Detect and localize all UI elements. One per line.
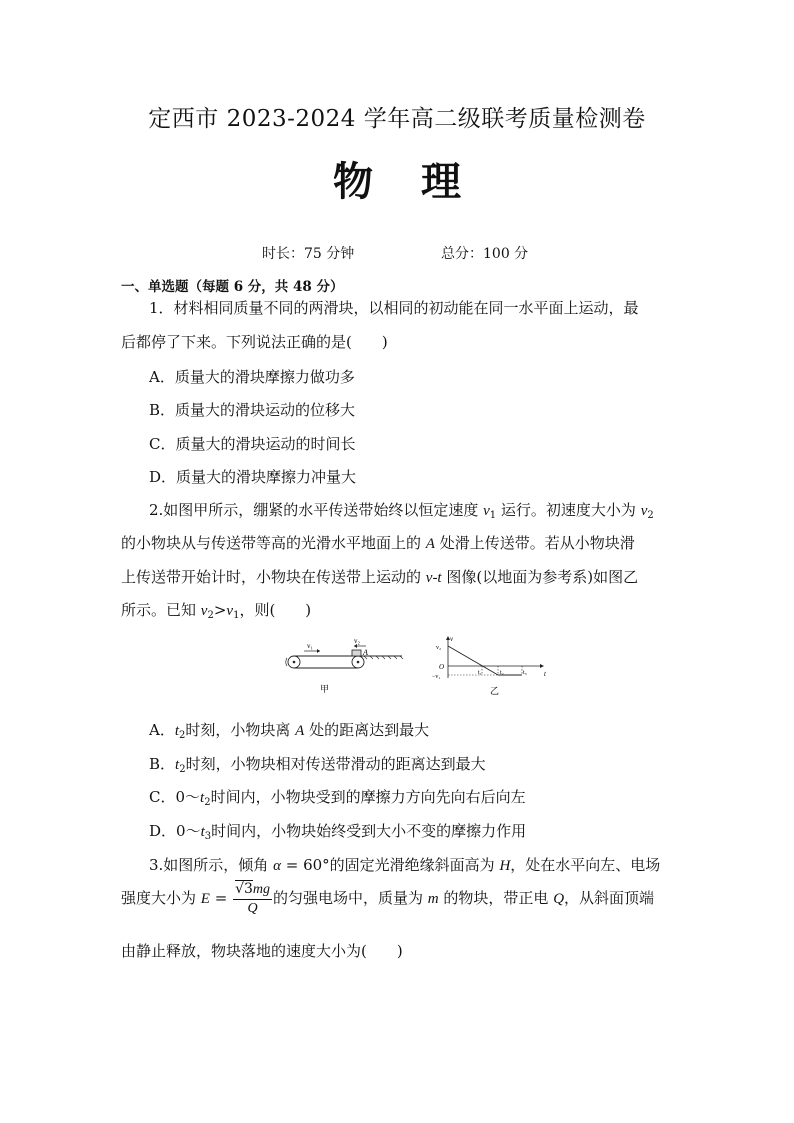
q2-stem-line3: 上传送带开始计时，小物块在传送带上运动的 v-t 图像(以地面为参考系)如图乙 [121,568,639,586]
yi-label-neg-v1: −v₁ [432,674,441,680]
jia-label-v1: v₁ [307,642,313,650]
q2-option-d: D．$0\sim t_3$时间内，小物块始终受到大小不变的摩擦力作用 [149,822,527,842]
q1-option-a: A．质量大的滑块摩擦力做功多 [149,368,355,386]
q2-option-c: C．$0\sim t_2$时间内，小物块受到的摩擦力方向先向右后向左 [149,788,526,808]
figure-caption-yi: 乙 [490,686,500,696]
subject-title: 物理 [333,158,509,205]
q3-stem-line2: 强度大小为 E = $\frac{√3mg}{Q}$ 的匀强电场中，质量为 m 的物块，带正电 Q，从斜面顶端 [121,881,655,916]
q1-stem-line2: 后都停了下来。下列说法正确的是( ) [121,333,388,351]
yi-label-origin: O [439,663,445,671]
yi-axis-v: v [450,635,454,643]
q2-stem-line4: 所示。已知 $v_2>v_1$，则( ) [121,601,312,621]
q2-option-b: B．$t_2$时刻，小物块相对传送带滑动的距离达到最大 [149,755,486,775]
figure-vt-graph [430,634,550,696]
exam-title: 定西市 2023-2024 学年高二级联考质量检测卷 [148,106,646,132]
figure-conveyor-belt [282,636,404,696]
jia-label-a: A [363,648,368,657]
yi-label-t3: t₃ [523,670,527,676]
yi-label-t1: t₁ [478,670,482,676]
jia-label-v2: v₂ [354,637,360,645]
field-strength-fraction: $\frac{√3mg}{Q}$ [235,881,271,916]
q1-option-d: D．质量大的滑块摩擦力冲量大 [149,468,357,486]
yi-axis-t: t [544,670,546,678]
figure-caption-jia: 甲 [320,684,330,694]
q1-option-b: B．质量大的滑块运动的位移大 [149,401,356,419]
q3-stem-line1: 3.如图所示，倾角 α = 60°的固定光滑绝缘斜面高为 H，处在水平向左、电场 [149,856,661,874]
q2-option-a: A．$t_2$时刻，小物块离 A 处的距离达到最大 [149,721,430,741]
yi-label-v2: v₂ [436,645,442,651]
q3-stem-line3: 由静止释放，物块落地的速度大小为( ) [121,942,403,960]
q2-stem-line2: 的小物块从与传送带等高的光滑水平地面上的 A 处滑上传送带。若从小物块滑 [121,534,635,552]
yi-label-t2: t₂ [500,670,504,676]
section-heading: 一、单选题（每题 6 分，共 48 分） [121,279,344,295]
q1-stem-line1: 1．材料相同质量不同的两滑块，以相同的初动能在同一水平面上运动，最 [149,299,639,317]
q2-stem-line1: 2.如图甲所示，绷紧的水平传送带始终以恒定速度 $v_1$ 运行。初速度大小为 $v_2$ [149,501,654,521]
total-score: 总分：100 分 [441,246,529,262]
duration: 时长：75 分钟 [262,246,355,262]
q1-option-c: C．质量大的滑块运动的时间长 [149,435,356,453]
